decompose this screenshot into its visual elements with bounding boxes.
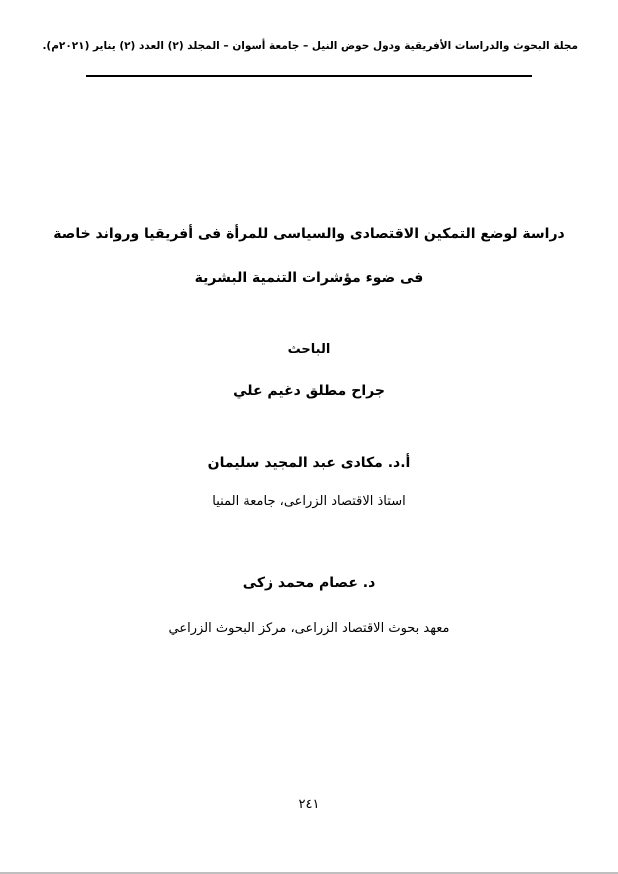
paper-title-line-1: دراسة لوضع التمكين الاقتصادى والسياسى للمرأة فى أفريقيا ورواند خاصة <box>53 226 565 242</box>
supervisor-1-affiliation: استاذ الاقتصاد الزراعى، جامعة المنيا <box>212 494 406 509</box>
page-number: ٢٤١ <box>298 797 320 812</box>
running-header: مجلة البحوث والدراسات الأفريقية ودول حوض النيل – جامعة أسوان – المجلد (٢) العدد (٢) يناير (٢٠٢١م). <box>42 40 578 52</box>
paper-title-line-2: فى ضوء مؤشرات التنمية البشرية <box>194 270 424 286</box>
researcher-name: جراح مطلق دغيم علي <box>233 383 385 399</box>
supervisor-2-name: د. عصام محمد زكى <box>242 575 376 591</box>
supervisor-2-affiliation: معهد بحوث الاقتصاد الزراعى، مركز البحوث الزراعي <box>168 621 450 636</box>
header-rule <box>86 75 532 77</box>
researcher-label: الباحث <box>287 342 331 357</box>
supervisor-1-name: أ.د. مكادى عبد المجيد سليمان <box>207 455 411 471</box>
